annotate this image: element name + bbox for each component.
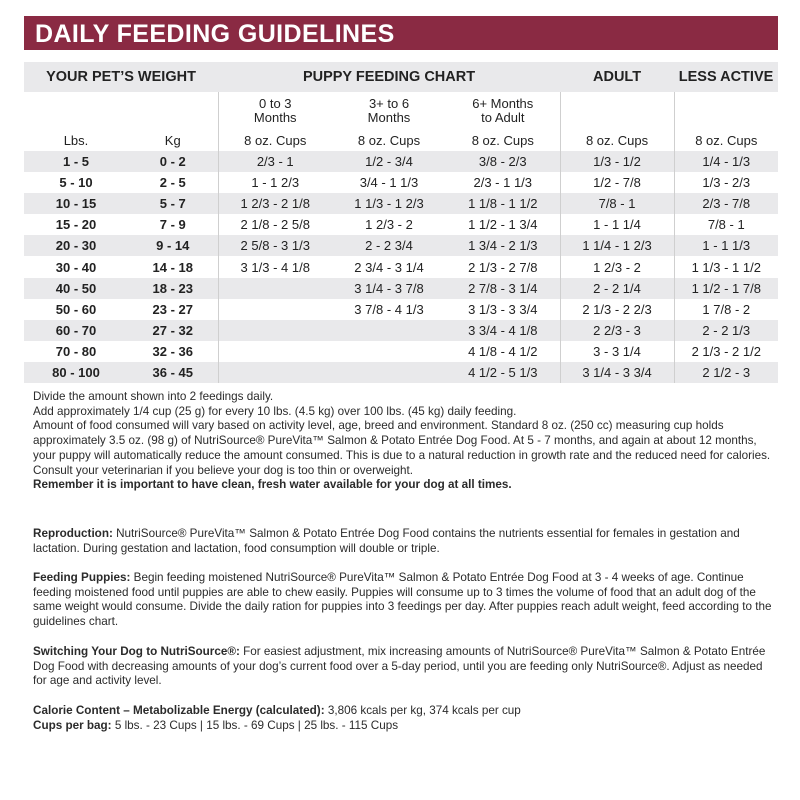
cups-less-active: 2 - 2 1/3 xyxy=(674,320,778,341)
switching-label: Switching Your Dog to NutriSource®: xyxy=(33,645,240,658)
cups-adult: 1/3 - 1/2 xyxy=(560,151,674,172)
cups-0-3-months xyxy=(218,278,332,299)
cups-0-3-months xyxy=(218,341,332,362)
cups-less-active: 1 1/2 - 1 7/8 xyxy=(674,278,778,299)
unit-cups: 8 oz. Cups xyxy=(357,133,421,148)
cups-0-3-months: 1 - 1 2/3 xyxy=(218,172,332,193)
cups-6-adult: 1 1/8 - 1 1/2 xyxy=(446,193,560,214)
units-row xyxy=(24,130,778,151)
cups-text: 5 lbs. - 23 Cups | 15 lbs. - 69 Cups | 25 lbs. - 115 Cups xyxy=(111,719,399,732)
calorie-text: 3,806 kcals per kg, 374 kcals per cup xyxy=(324,704,521,717)
cups-0-3-months: 1 2/3 - 2 1/8 xyxy=(218,193,332,214)
cups-6-adult: 3/8 - 2/3 xyxy=(446,151,560,172)
weight-kg: 5 - 7 xyxy=(128,193,218,214)
header-weight: YOUR PET’S WEIGHT xyxy=(24,62,218,92)
table-row xyxy=(24,151,778,172)
cups-0-3-months: 3 1/3 - 4 1/8 xyxy=(218,256,332,277)
cups-less-active: 2/3 - 7/8 xyxy=(674,193,778,214)
header-less-active: LESS ACTIVE xyxy=(674,62,778,92)
table-header-row xyxy=(24,62,778,92)
table-row xyxy=(24,193,778,214)
cups-3-6-months: 2 - 2 3/4 xyxy=(332,235,446,256)
weight-kg: 36 - 45 xyxy=(128,362,218,383)
cups-6-adult: 3 3/4 - 4 1/8 xyxy=(446,320,560,341)
cups-less-active: 1 7/8 - 2 xyxy=(674,299,778,320)
table-row xyxy=(24,299,778,320)
cups-6-adult: 4 1/8 - 4 1/2 xyxy=(468,343,538,359)
feeding-puppies-paragraph xyxy=(33,571,773,630)
feeding-puppies-text: Begin feeding moistened NutriSource® PureVita™ Salmon & Potato Entrée Dog Food at 3 - 4 weeks of age. Continue feeding moistened food until puppies are able to chew easily. Puppies will consume up to 3 times the volume of food that an adult dog of the same weight would consume. Divide the daily ration for puppies into 3 feedings per day. After puppies reach adult weight, feed according to the guidelines chart. xyxy=(33,571,772,629)
cups-6-adult: 2 7/8 - 3 1/4 xyxy=(446,278,560,299)
weight-lbs: 70 - 80 xyxy=(55,343,97,359)
cups-3-6-months: 1/2 - 3/4 xyxy=(332,151,446,172)
weight-kg: 2 - 5 xyxy=(159,175,186,191)
cups-3-6-months: 3 1/4 - 3 7/8 xyxy=(332,278,446,299)
table-row xyxy=(24,172,778,193)
age-0-3: 0 to 3 Months xyxy=(218,92,332,130)
weight-kg: 9 - 14 xyxy=(128,235,218,256)
cups-6-adult: 4 1/2 - 5 1/3 xyxy=(446,362,560,383)
cups-less-active: 2 1/2 - 3 xyxy=(674,362,778,383)
weight-lbs: 30 - 40 xyxy=(55,259,97,275)
calorie-label: Calorie Content – Metabolizable Energy (calculated): xyxy=(33,704,325,717)
weight-kg: 14 - 18 xyxy=(152,259,193,275)
unit-cups: 8 oz. Cups xyxy=(560,130,674,151)
cups-0-3-months: 2/3 - 1 xyxy=(218,151,332,172)
note-divide: Divide the amount shown into 2 feedings daily. xyxy=(33,390,274,403)
age-6-adult: 6+ Months to Adult xyxy=(472,96,534,125)
cups-6-adult: 1 3/4 - 2 1/3 xyxy=(446,235,560,256)
unit-lbs: Lbs. xyxy=(63,133,89,148)
cups-less-active: 1 - 1 1/3 xyxy=(674,235,778,256)
reproduction-label: Reproduction: xyxy=(33,527,113,540)
weight-kg: 32 - 36 xyxy=(152,343,193,359)
reproduction-paragraph xyxy=(33,527,773,556)
cups-adult: 2 1/3 - 2 2/3 xyxy=(560,299,674,320)
cups-0-3-months xyxy=(218,362,332,383)
weight-lbs: 20 - 30 xyxy=(24,235,128,256)
cups-adult: 1/2 - 7/8 xyxy=(560,172,674,193)
weight-kg: 27 - 32 xyxy=(128,320,218,341)
cups-0-3-months: 2 5/8 - 3 1/3 xyxy=(218,235,332,256)
page-title: DAILY FEEDING GUIDELINES xyxy=(24,16,778,50)
table-row xyxy=(24,235,778,256)
weight-kg: 18 - 23 xyxy=(128,278,218,299)
cups-less-active: 2 1/3 - 2 1/2 xyxy=(674,341,778,362)
table-row xyxy=(24,214,778,235)
unit-kg: Kg xyxy=(164,133,181,148)
cups-less-active: 7/8 - 1 xyxy=(674,214,778,235)
age-row xyxy=(24,92,778,130)
table-row xyxy=(24,362,778,383)
cups-adult: 7/8 - 1 xyxy=(560,193,674,214)
cups-adult: 2 - 2 1/4 xyxy=(560,278,674,299)
weight-lbs: 5 - 10 xyxy=(59,175,93,191)
cups-3-6-months: 2 3/4 - 3 1/4 xyxy=(354,259,424,275)
cups-0-3-months: 2 1/8 - 2 5/8 xyxy=(218,214,332,235)
table-row xyxy=(24,320,778,341)
unit-cups: 8 oz. Cups xyxy=(674,130,778,151)
cups-less-active: 1/3 - 2/3 xyxy=(674,172,778,193)
note-amount: Amount of food consumed will vary based on activity level, age, breed and environment. Standard 8 oz. (250 cc) measuring cup holds approximately 3.5 oz. (98 g) of NutriSource® PureVita™ Salmon & Potato Entrée Dog Food. At 5 - 7 months, and again at about 12 months, your puppy will automatically reduce the amount consumed. This is due to a natural reduction in growth rate and the reduced need for calories. Consult your veterinarian if you believe your dog is too thin or overweight. xyxy=(33,419,771,477)
cups-adult: 1 2/3 - 2 xyxy=(560,256,674,277)
note-water: Remember it is important to have clean, fresh water available for your dog at all times. xyxy=(33,478,512,492)
cups-adult: 3 1/4 - 3 3/4 xyxy=(560,362,674,383)
cups-3-6-months: 1 1/3 - 1 2/3 xyxy=(332,193,446,214)
weight-lbs: 1 - 5 xyxy=(24,151,128,172)
notes-block xyxy=(33,390,773,493)
weight-kg: 7 - 9 xyxy=(159,217,186,233)
cups-0-3-months xyxy=(218,299,332,320)
switching-paragraph xyxy=(33,645,773,689)
weight-lbs: 80 - 100 xyxy=(24,362,128,383)
table-row xyxy=(24,341,778,362)
weight-kg: 23 - 27 xyxy=(152,301,193,317)
cups-3-6-months xyxy=(332,320,446,341)
header-puppy: PUPPY FEEDING CHART xyxy=(218,62,560,92)
note-add: Add approximately 1/4 cup (25 g) for every 10 lbs. (4.5 kg) over 100 lbs. (45 kg) daily feeding. xyxy=(33,404,517,418)
cups-3-6-months: 1 2/3 - 2 xyxy=(365,217,413,233)
table-row xyxy=(24,278,778,299)
header-adult: ADULT xyxy=(560,62,674,92)
weight-lbs: 15 - 20 xyxy=(55,217,97,233)
cups-adult: 1 - 1 1/4 xyxy=(560,214,674,235)
cups-6-adult: 1 1/2 - 1 3/4 xyxy=(468,217,538,233)
cups-adult: 2 2/3 - 3 xyxy=(560,320,674,341)
cups-0-3-months xyxy=(218,320,332,341)
feeding-table xyxy=(24,62,778,383)
cups-line xyxy=(33,719,773,734)
cups-less-active: 1/4 - 1/3 xyxy=(674,151,778,172)
calorie-line xyxy=(33,704,773,719)
cups-6-adult: 2 1/3 - 2 7/8 xyxy=(468,259,538,275)
cups-3-6-months: 3/4 - 1 1/3 xyxy=(359,175,419,191)
cups-less-active: 1 1/3 - 1 1/2 xyxy=(674,256,778,277)
weight-lbs: 10 - 15 xyxy=(24,193,128,214)
weight-kg: 0 - 2 xyxy=(128,151,218,172)
cups-adult: 1 1/4 - 1 2/3 xyxy=(560,235,674,256)
reproduction-text: NutriSource® PureVita™ Salmon & Potato Entrée Dog Food contains the nutrients essential for females in gestation and lactation. During gestation and lactation, food consumption will double or triple. xyxy=(33,527,740,555)
weight-lbs: 50 - 60 xyxy=(55,301,97,317)
age-3-6: 3+ to 6 Months xyxy=(367,96,411,125)
cups-3-6-months: 3 7/8 - 4 1/3 xyxy=(354,301,424,317)
cups-label: Cups per bag: xyxy=(33,719,112,732)
cups-3-6-months xyxy=(332,341,446,362)
unit-cups: 8 oz. Cups xyxy=(218,130,332,151)
cups-adult: 3 - 3 1/4 xyxy=(560,341,674,362)
cups-6-adult: 2/3 - 1 1/3 xyxy=(473,175,533,191)
cups-6-adult: 3 1/3 - 3 3/4 xyxy=(468,301,538,317)
table-row xyxy=(24,256,778,277)
feeding-puppies-label: Feeding Puppies: xyxy=(33,571,131,584)
cups-3-6-months xyxy=(332,362,446,383)
unit-cups: 8 oz. Cups xyxy=(471,133,534,148)
weight-lbs: 40 - 50 xyxy=(24,278,128,299)
switching-text: For easiest adjustment, mix increasing amounts of NutriSource® PureVita™ Salmon & Potato Entrée Dog Food with decreasing amounts of your dog’s current food over a 5-day period, until you are feeding only NutriSource®. Adjust as needed for age and activity level. xyxy=(33,645,766,688)
weight-lbs: 60 - 70 xyxy=(24,320,128,341)
